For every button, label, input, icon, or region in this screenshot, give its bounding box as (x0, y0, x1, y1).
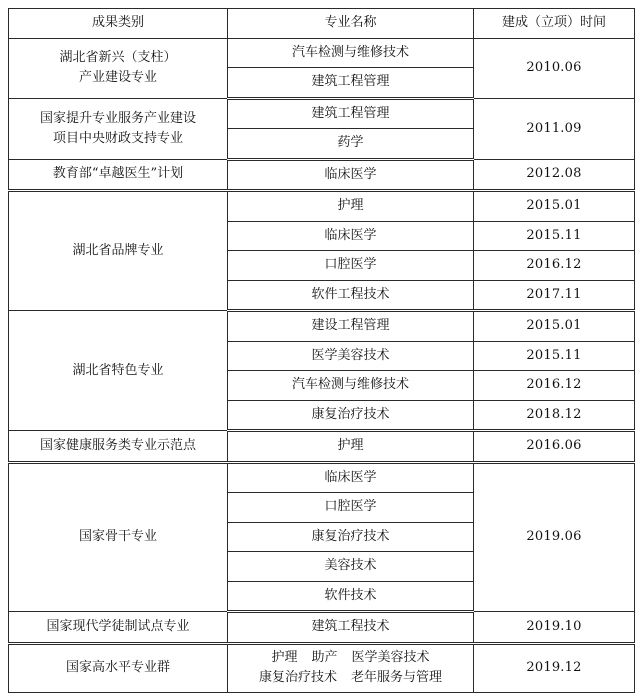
major-cell: 建筑工程技术 (228, 612, 474, 644)
date-cell: 2018.12 (474, 400, 635, 431)
major-cell: 临床医学 (228, 462, 474, 493)
major-line (232, 648, 469, 668)
major-cell: 口腔医学 (228, 493, 474, 523)
table-row (9, 98, 635, 129)
major-cell: 建设工程管理 (228, 311, 474, 342)
date-cell: 2019.12 (474, 643, 635, 692)
major-cell (228, 643, 474, 692)
date-cell: 2016.06 (474, 431, 635, 463)
major-cell: 软件技术 (228, 581, 474, 612)
header-major: 专业名称 (228, 9, 474, 39)
category-cell: 国家健康服务类专业示范点 (9, 431, 228, 463)
major-cell: 康复治疗技术 (228, 522, 474, 552)
major-cell: 建筑工程管理 (228, 98, 474, 129)
major-cell: 汽车检测与维修技术 (228, 38, 474, 68)
date-cell: 2016.12 (474, 251, 635, 281)
category-cell (9, 38, 228, 98)
major-item: 老年服务与管理 (351, 670, 443, 685)
major-cell: 口腔医学 (228, 251, 474, 281)
major-cell: 药学 (228, 129, 474, 160)
table-row (9, 643, 635, 692)
major-cell: 美容技术 (228, 552, 474, 582)
date-cell: 2011.09 (474, 98, 635, 159)
table-row (9, 431, 635, 463)
date-cell: 2015.11 (474, 221, 635, 251)
date-cell: 2017.11 (474, 280, 635, 311)
table-row (9, 612, 635, 644)
major-item: 康复治疗技术 (258, 670, 337, 685)
major-item: 护理 (271, 650, 298, 665)
category-cell: 国家骨干专业 (9, 462, 228, 612)
major-cell: 医学美容技术 (228, 341, 474, 371)
date-cell: 2015.01 (474, 311, 635, 342)
category-cell: 国家现代学徒制试点专业 (9, 612, 228, 644)
major-cell: 临床医学 (228, 159, 474, 191)
major-item: 医学美容技术 (351, 650, 430, 665)
table-row (9, 191, 635, 222)
major-item: 助产 (311, 650, 338, 665)
table-row (9, 311, 635, 342)
achievements-table (8, 8, 635, 693)
category-line: 产业建设专业 (78, 70, 157, 85)
header-row (9, 9, 635, 39)
major-line (232, 668, 469, 688)
category-cell (9, 98, 228, 159)
table-row (9, 462, 635, 493)
date-cell: 2015.11 (474, 341, 635, 371)
table-container (8, 8, 635, 693)
category-cell: 教育部“卓越医生”计划 (9, 159, 228, 191)
header-date: 建成（立项）时间 (474, 9, 635, 39)
major-cell: 软件工程技术 (228, 280, 474, 311)
header-category: 成果类别 (9, 9, 228, 39)
date-cell: 2010.06 (474, 38, 635, 98)
table-row (9, 38, 635, 68)
major-cell: 建筑工程管理 (228, 68, 474, 99)
category-cell: 湖北省品牌专业 (9, 191, 228, 311)
major-cell: 护理 (228, 431, 474, 463)
category-cell: 国家高水平专业群 (9, 643, 228, 692)
major-cell: 护理 (228, 191, 474, 222)
date-cell: 2015.01 (474, 191, 635, 222)
table-row (9, 159, 635, 191)
category-line: 项目中央财政支持专业 (52, 130, 183, 146)
date-cell: 2012.08 (474, 159, 635, 191)
major-cell: 康复治疗技术 (228, 400, 474, 431)
date-cell: 2019.06 (474, 462, 635, 612)
date-cell: 2016.12 (474, 371, 635, 401)
major-cell: 临床医学 (228, 221, 474, 251)
date-cell: 2019.10 (474, 612, 635, 644)
category-line: 国家提升专业服务产业建设 (39, 110, 196, 126)
category-cell: 湖北省特色专业 (9, 311, 228, 431)
major-cell: 汽车检测与维修技术 (228, 371, 474, 401)
category-line: 湖北省新兴（支柱） (59, 50, 177, 65)
